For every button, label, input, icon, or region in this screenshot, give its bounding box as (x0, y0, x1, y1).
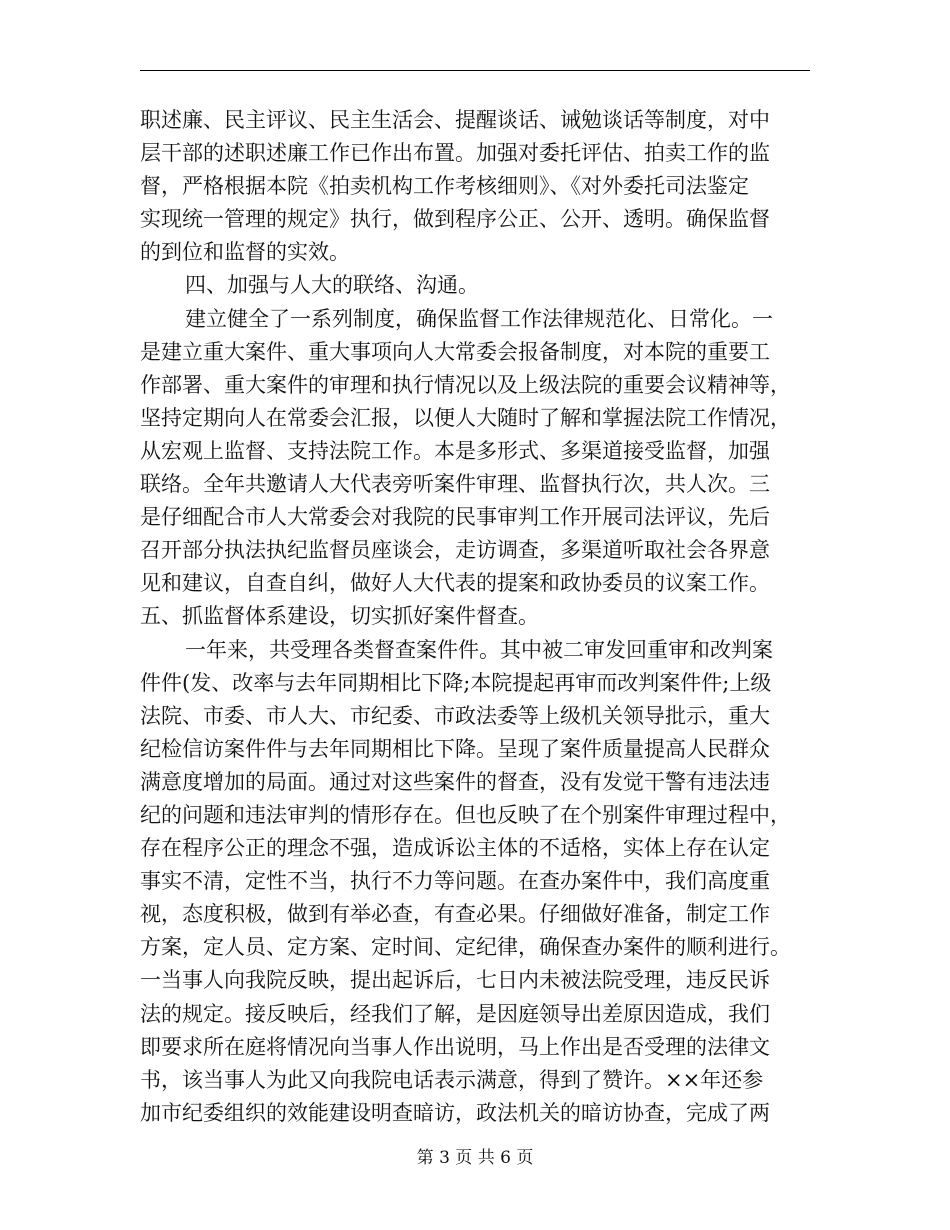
text-line: 建立健全了一系列制度，确保监督工作法律规范化、日常化。一 (185, 306, 773, 331)
header-rule (140, 70, 810, 71)
text-line: 即要求所在庭将情况向当事人作出说明，马上作出是否受理的法律文 (140, 1034, 770, 1059)
text-line: 加市纪委组织的效能建设明查暗访，政法机关的暗访协查，完成了两 (140, 1100, 770, 1125)
text-line: 的到位和监督的实效。 (140, 240, 350, 265)
footer-suffix: 页 (516, 1148, 534, 1168)
text-line: 召开部分执法执纪监督员座谈会，走访调查，多渠道听取社会各界意 (140, 538, 770, 563)
text-line: 一当事人向我院反映，提出起诉后，七日内未被法院受理，违反民诉 (140, 968, 770, 993)
text-line: 事实不清，定性不当，执行不力等问题。在查办案件中，我们高度重 (140, 869, 770, 894)
text-line: 书，该当事人为此又向我院电话表示满意，得到了赞许。××年还参 (140, 1067, 764, 1092)
text-line: 视，态度积极，做到有举必查，有查必果。仔细做好准备，制定工作 (140, 902, 770, 927)
text-line: 一年来，共受理各类督查案件件。其中被二审发回重审和改判案 (185, 637, 773, 662)
text-line: 法的规定。接反映后，经我们了解，是因庭领导出差原因造成，我们 (140, 1001, 770, 1026)
text-line: 方案，定人员、定方案、定时间、定纪律，确保查办案件的顺利进行。 (140, 935, 791, 960)
text-line: 存在程序公正的理念不强，造成诉讼主体的不适格，实体上存在认定 (140, 836, 770, 861)
text-line: 满意度增加的局面。通过对这些案件的督查，没有发觉干警有违法违 (140, 769, 770, 794)
footer-current-page: 3 (439, 1148, 450, 1168)
text-line: 纪检信访案件件与去年同期相比下降。呈现了案件质量提高人民群众 (140, 736, 770, 761)
text-line: 法院、市委、市人大、市纪委、市政法委等上级机关领导批示，重大 (140, 703, 770, 728)
text-line: 是仔细配合市人大常委会对我院的民事审判工作开展司法评议，先后 (140, 505, 770, 530)
text-line: 联络。全年共邀请人大代表旁听案件审理、监督执行次，共人次。三 (140, 472, 770, 497)
text-line: 坚持定期向人在常委会汇报，以便人大随时了解和掌握法院工作情况， (140, 405, 791, 430)
text-line: 是建立重大案件、重大事项向人大常委会报备制度，对本院的重要工 (140, 339, 770, 364)
text-line: 四、加强与人大的联络、沟通。 (185, 273, 479, 298)
text-line: 见和建议，自查自纠，做好人大代表的提案和政协委员的议案工作。 (140, 571, 770, 596)
text-line: 五、抓监督体系建设，切实抓好案件督查。 (140, 604, 539, 629)
text-line: 督，严格根据本院《拍卖机构工作考核细则》、《对外委托司法鉴定 (140, 174, 749, 199)
footer-middle: 页 共 (455, 1148, 495, 1168)
footer-prefix: 第 (416, 1148, 434, 1168)
text-line: 实现统一管理的规定》执行，做到程序公正、公开、透明。确保监督 (140, 207, 770, 232)
document-body (140, 104, 820, 1130)
page-footer (0, 1146, 950, 1170)
text-line: 纪的问题和违法审判的情形存在。但也反映了在个别案件审理过程中， (140, 802, 791, 827)
text-line: 作部署、重大案件的审理和执行情况以及上级法院的重要会议精神等， (140, 372, 791, 397)
text-line: 从宏观上监督、支持法院工作。本是多形式、多渠道接受监督，加强 (140, 438, 770, 463)
footer-total-pages: 6 (500, 1148, 511, 1168)
text-line: 职述廉、民主评议、民主生活会、提醒谈话、诫勉谈话等制度，对中 (140, 108, 770, 132)
text-line: 件件(发、改率与去年同期相比下降;本院提起再审而改判案件件;上级 (140, 670, 772, 695)
text-line: 层干部的述职述廉工作已作出布置。加强对委托评估、拍卖工作的监 (140, 141, 770, 166)
